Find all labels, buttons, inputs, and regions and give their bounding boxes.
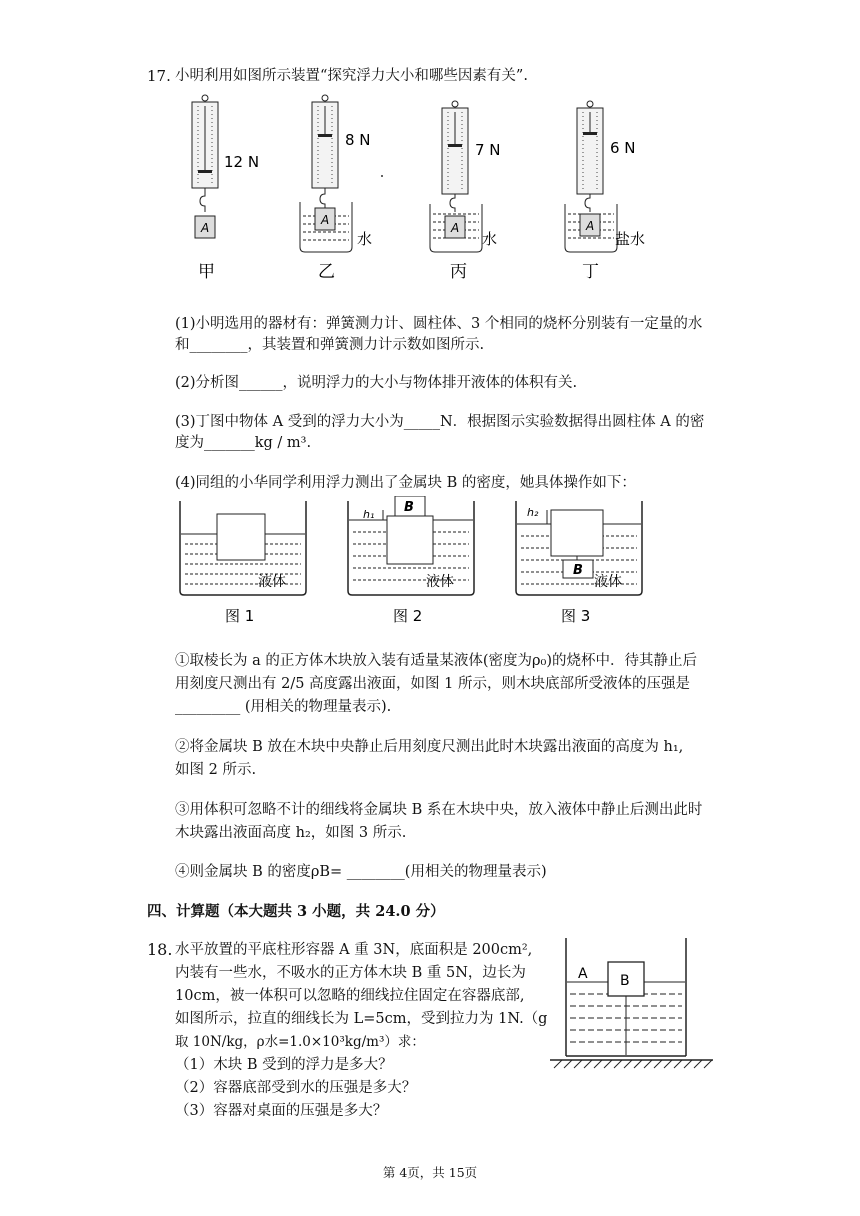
liquid-label-yi: 水 (357, 230, 373, 248)
reading-bing: 7 N (475, 141, 501, 159)
q18-line1: 水平放置的平底柱形容器 A 重 3N，底面积是 200cm², (175, 942, 533, 958)
scale-panel-yi (300, 95, 372, 252)
page-footer: 第 4页，共 15页 (382, 1165, 478, 1180)
panel-label-ding: 丁 (582, 262, 599, 282)
fig1-liquid-label: 液体 (258, 574, 286, 590)
q18-subq1: （1）木块 B 受到的浮力是多大？ (175, 1057, 393, 1073)
fig2-b-label: B (404, 500, 414, 515)
fig18-a-label: A (578, 966, 588, 982)
liquid-label-bing: 水 (482, 230, 498, 248)
liquid-label-ding: 盐水 (615, 230, 646, 248)
fig3-title: 图 3 (561, 607, 591, 625)
question-17-stem: 小明利用如图所示装置“探究浮力大小和哪些因素有关”. (175, 68, 528, 84)
reading-ding: 6 N (610, 139, 636, 157)
panel-label-bing: 丙 (450, 262, 467, 282)
q17-part1-line2: 和________，其装置和弹簧测力计示数如图所示. (175, 337, 485, 353)
block-a-label-jia: A (201, 221, 210, 235)
block-a-label-yi: A (321, 213, 330, 227)
step3-line2: 木块露出液面高度 h₂，如图 3 所示. (175, 825, 407, 841)
figure-3 (516, 501, 642, 625)
panel-label-yi: 乙 (318, 262, 335, 282)
q18-line5: 取 10N/kg，ρ水=1.0×10³kg/m³）求： (175, 1034, 425, 1050)
container-figure (548, 938, 718, 1070)
panel-label-jia: 甲 (198, 262, 215, 282)
fig3-liquid-label: 液体 (594, 574, 622, 590)
fig2-title: 图 2 (393, 607, 423, 625)
step1-line1: ①取棱长为 a 的正方体木块放入装有适量某液体(密度为ρ₀)的烧杯中．待其静止后 (175, 653, 698, 669)
fig2-liquid-label: 液体 (426, 574, 454, 590)
reading-yi: 8 N (345, 131, 371, 149)
question-17-number: 17. (147, 67, 171, 85)
block-a-label-bing: A (451, 221, 460, 235)
step2-line1: ②将金属块 B 放在木块中央静止后用刻度尺测出此时木块露出液面的高度为 h₁, (175, 739, 684, 755)
step1-line3: _________ (用相关的物理量表示). (175, 699, 392, 715)
q18-subq2: （2）容器底部受到水的压强是多大？ (175, 1080, 417, 1096)
q18-line3: 10cm，被一体积可以忽略的细线拉住固定在容器底部, (175, 988, 525, 1004)
scale-panel-ding (565, 101, 645, 252)
fig2-h1-label: h₁ (363, 508, 375, 521)
step2-line2: 如图 2 所示. (175, 762, 257, 778)
block-a-label-ding: A (586, 219, 595, 233)
step4: ④则金属块 B 的密度ρB= ________(用相关的物理量表示) (175, 864, 547, 880)
fig1-title: 图 1 (225, 607, 255, 625)
section-4-heading: 四、计算题（本大题共 3 小题，共 24.0 分） (147, 903, 445, 920)
fig18-b-label: B (620, 973, 630, 989)
q17-part1-line1: (1)小明选用的器材有：弹簧测力计、圆柱体、3 个相同的烧杯分别装有一定量的水 (175, 316, 703, 332)
question-18-number: 18. (147, 940, 173, 959)
fig3-b-label: B (573, 563, 583, 578)
q17-part3-line1: (3)丁图中物体 A 受到的浮力大小为_____N．根据图示实验数据得出圆柱体 A 的密 (175, 414, 705, 430)
q17-part4: (4)同组的小华同学利用浮力测出了金属块 B 的密度，她具体操作如下： (175, 475, 636, 491)
scale-panel-jia (192, 95, 259, 238)
figure-1 (180, 501, 306, 625)
q17-part3-line2: 度为_______kg / m³. (175, 435, 312, 451)
scale-panel-bing (430, 101, 501, 252)
beaker-figures (175, 496, 655, 631)
figure-2 (348, 496, 474, 625)
fig3-h2-label: h₂ (527, 506, 539, 519)
step3-line1: ③用体积可忽略不计的细线将金属块 B 系在木块中央，放入液体中静止后测出此时 (175, 802, 703, 818)
q17-part2: (2)分析图______，说明浮力的大小与物体排开液体的体积有关. (175, 375, 578, 391)
reading-jia: 12 N (224, 153, 260, 171)
step1-line2: 用刻度尺测出有 2/5 高度露出液面，如图 1 所示，则木块底部所受液体的压强是 (175, 676, 690, 692)
q18-line4: 如图所示，拉直的细线长为 L=5cm，受到拉力为 1N.（g (175, 1011, 548, 1027)
q18-subq3: （3）容器对桌面的压强是多大？ (175, 1103, 388, 1119)
spring-scale-figure (170, 92, 690, 292)
q18-line2: 内装有一些水，不吸水的正方体木块 B 重 5N，边长为 (175, 965, 526, 981)
